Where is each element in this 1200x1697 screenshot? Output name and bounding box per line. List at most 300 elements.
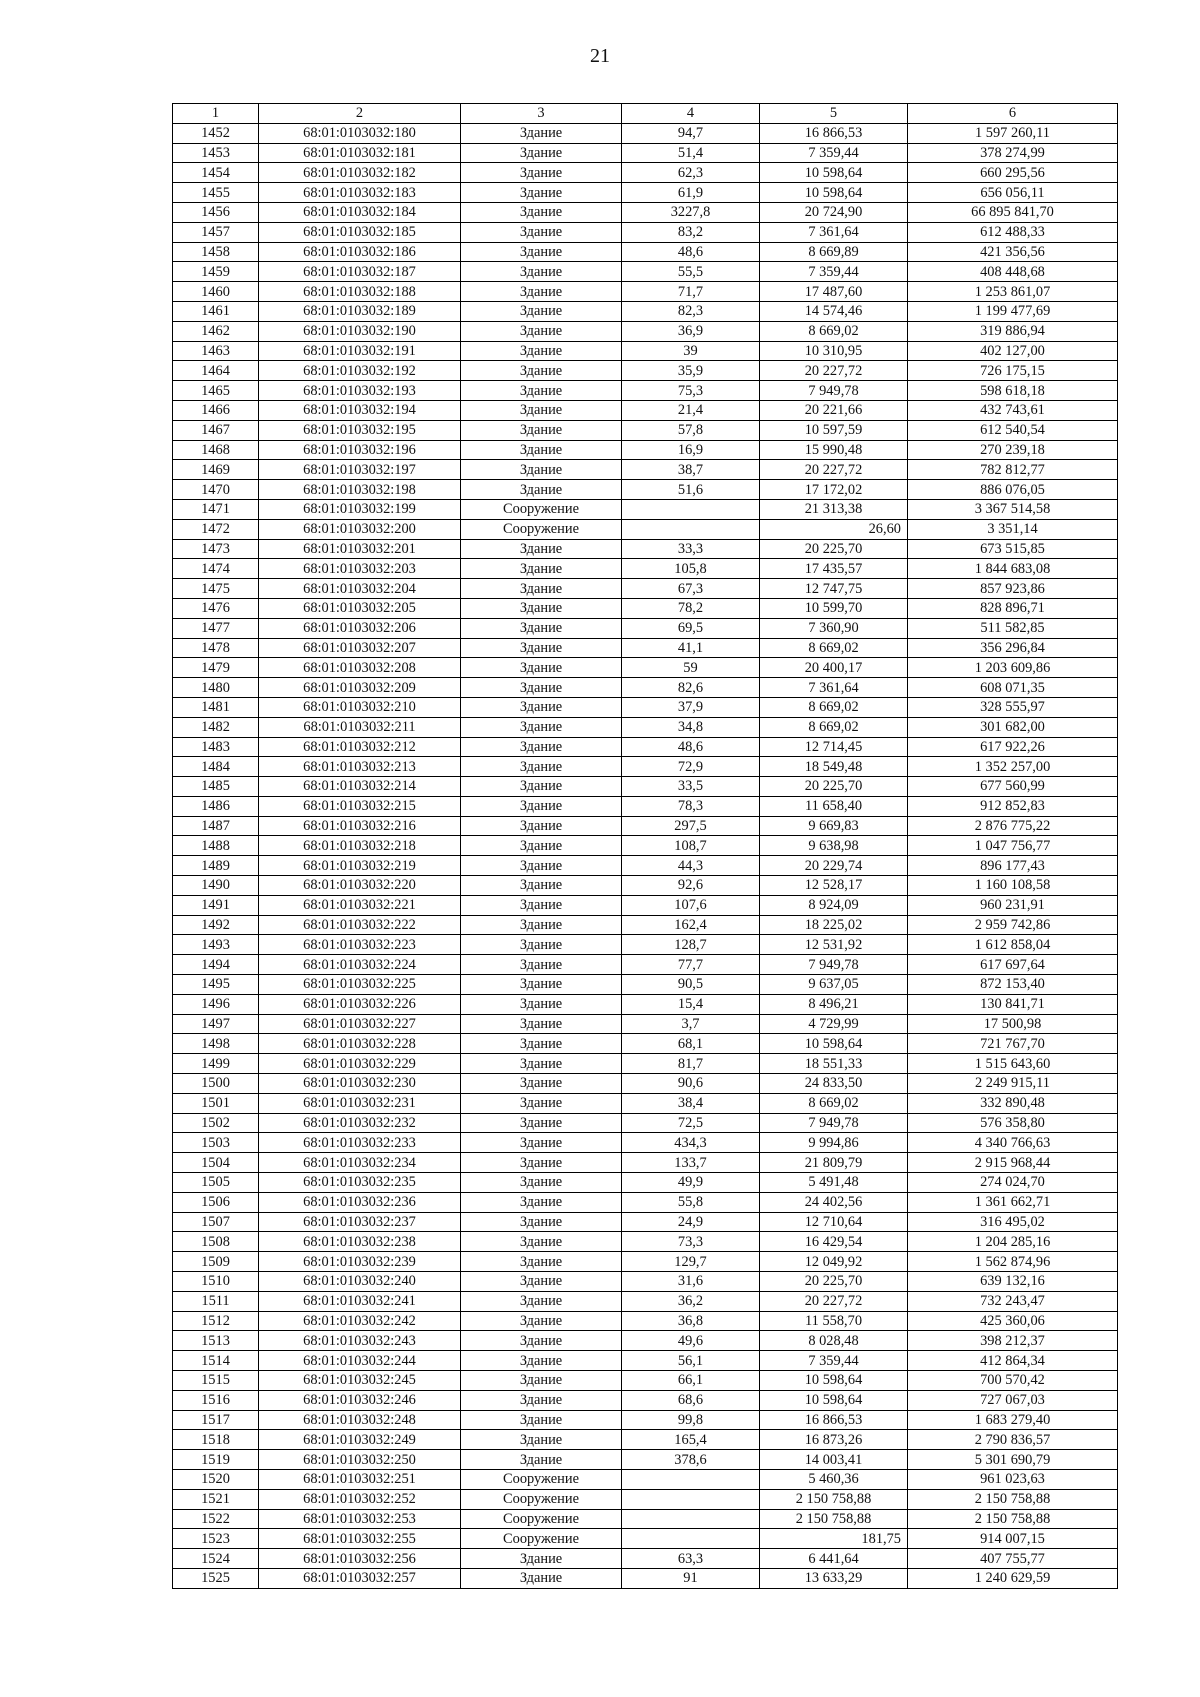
table-row xyxy=(173,1509,1118,1529)
specific-value-cell: 10 598,64 xyxy=(760,1390,908,1410)
object-type-cell: Сооружение xyxy=(461,1509,622,1529)
specific-value-cell: 16 866,53 xyxy=(760,123,908,143)
area-cell: 3227,8 xyxy=(622,202,760,222)
table-row xyxy=(173,123,1118,143)
cadastral-value-cell: 886 076,05 xyxy=(908,480,1118,500)
header-row xyxy=(173,104,1118,124)
object-type-cell: Здание xyxy=(461,975,622,995)
row-number-cell: 1484 xyxy=(173,757,259,777)
cadastral-number-cell: 68:01:0103032:257 xyxy=(259,1568,461,1588)
object-type-cell: Здание xyxy=(461,321,622,341)
specific-value-cell: 20 227,72 xyxy=(760,361,908,381)
row-number-cell: 1520 xyxy=(173,1469,259,1489)
row-number-cell: 1502 xyxy=(173,1113,259,1133)
cadastral-value-cell: 1 683 279,40 xyxy=(908,1410,1118,1430)
area-cell: 81,7 xyxy=(622,1054,760,1074)
cadastral-number-cell: 68:01:0103032:225 xyxy=(259,975,461,995)
cadastral-value-cell: 1 361 662,71 xyxy=(908,1192,1118,1212)
cadastral-number-cell: 68:01:0103032:240 xyxy=(259,1272,461,1292)
cadastral-value-cell: 660 295,56 xyxy=(908,163,1118,183)
table-row xyxy=(173,1410,1118,1430)
column-header-6: 6 xyxy=(908,104,1118,124)
specific-value-cell: 7 949,78 xyxy=(760,1113,908,1133)
object-type-cell: Здание xyxy=(461,816,622,836)
cadastral-value-cell: 332 890,48 xyxy=(908,1093,1118,1113)
table-row xyxy=(173,1232,1118,1252)
cadastral-number-cell: 68:01:0103032:180 xyxy=(259,123,461,143)
specific-value-cell: 16 873,26 xyxy=(760,1430,908,1450)
cadastral-value-cell: 3 367 514,58 xyxy=(908,499,1118,519)
table-row xyxy=(173,1351,1118,1371)
area-cell: 33,3 xyxy=(622,539,760,559)
cadastral-value-cell: 1 352 257,00 xyxy=(908,757,1118,777)
cadastral-value-cell: 598 618,18 xyxy=(908,381,1118,401)
specific-value-cell: 14 003,41 xyxy=(760,1450,908,1470)
table-row xyxy=(173,1153,1118,1173)
table-row xyxy=(173,1390,1118,1410)
cadastral-number-cell: 68:01:0103032:209 xyxy=(259,678,461,698)
row-number-cell: 1516 xyxy=(173,1390,259,1410)
object-type-cell: Здание xyxy=(461,143,622,163)
object-type-cell: Здание xyxy=(461,1371,622,1391)
cadastral-number-cell: 68:01:0103032:223 xyxy=(259,935,461,955)
area-cell: 51,4 xyxy=(622,143,760,163)
cadastral-value-cell: 17 500,98 xyxy=(908,1014,1118,1034)
table-row xyxy=(173,420,1118,440)
specific-value-cell: 12 747,75 xyxy=(760,579,908,599)
table-row xyxy=(173,381,1118,401)
table-row xyxy=(173,876,1118,896)
object-type-cell: Здание xyxy=(461,183,622,203)
cadastral-value-cell: 1 204 285,16 xyxy=(908,1232,1118,1252)
table-row xyxy=(173,1291,1118,1311)
area-cell: 378,6 xyxy=(622,1450,760,1470)
object-type-cell: Здание xyxy=(461,796,622,816)
table-row xyxy=(173,400,1118,420)
row-number-cell: 1481 xyxy=(173,697,259,717)
cadastral-value-cell: 432 743,61 xyxy=(908,400,1118,420)
cadastral-value-cell: 301 682,00 xyxy=(908,717,1118,737)
specific-value-cell: 8 028,48 xyxy=(760,1331,908,1351)
specific-value-cell: 7 359,44 xyxy=(760,1351,908,1371)
specific-value-cell: 7 949,78 xyxy=(760,955,908,975)
cadastral-number-cell: 68:01:0103032:234 xyxy=(259,1153,461,1173)
cadastral-value-cell: 412 864,34 xyxy=(908,1351,1118,1371)
specific-value-cell: 20 225,70 xyxy=(760,1272,908,1292)
object-type-cell: Здание xyxy=(461,1311,622,1331)
object-type-cell: Здание xyxy=(461,282,622,302)
area-cell: 77,7 xyxy=(622,955,760,975)
cadastral-value-cell: 356 296,84 xyxy=(908,638,1118,658)
object-type-cell: Здание xyxy=(461,440,622,460)
table-row xyxy=(173,1252,1118,1272)
specific-value-cell: 20 724,90 xyxy=(760,202,908,222)
object-type-cell: Здание xyxy=(461,598,622,618)
row-number-cell: 1455 xyxy=(173,183,259,203)
object-type-cell: Здание xyxy=(461,777,622,797)
cadastral-value-cell: 408 448,68 xyxy=(908,262,1118,282)
column-header-1: 1 xyxy=(173,104,259,124)
object-type-cell: Здание xyxy=(461,559,622,579)
row-number-cell: 1468 xyxy=(173,440,259,460)
row-number-cell: 1466 xyxy=(173,400,259,420)
specific-value-cell: 26,60 xyxy=(760,519,908,539)
cadastral-value-cell: 1 240 629,59 xyxy=(908,1568,1118,1588)
cadastral-value-cell: 2 150 758,88 xyxy=(908,1509,1118,1529)
area-cell: 49,6 xyxy=(622,1331,760,1351)
table-row xyxy=(173,202,1118,222)
specific-value-cell: 17 435,57 xyxy=(760,559,908,579)
table-row xyxy=(173,1549,1118,1569)
cadastral-number-cell: 68:01:0103032:196 xyxy=(259,440,461,460)
area-cell: 68,1 xyxy=(622,1034,760,1054)
cadastral-value-cell: 721 767,70 xyxy=(908,1034,1118,1054)
specific-value-cell: 8 669,02 xyxy=(760,717,908,737)
cadastral-number-cell: 68:01:0103032:220 xyxy=(259,876,461,896)
specific-value-cell: 20 229,74 xyxy=(760,856,908,876)
cadastral-value-cell: 1 515 643,60 xyxy=(908,1054,1118,1074)
area-cell: 69,5 xyxy=(622,618,760,638)
specific-value-cell: 8 924,09 xyxy=(760,895,908,915)
row-number-cell: 1454 xyxy=(173,163,259,183)
object-type-cell: Здание xyxy=(461,539,622,559)
table-row xyxy=(173,559,1118,579)
row-number-cell: 1458 xyxy=(173,242,259,262)
cadastral-number-cell: 68:01:0103032:201 xyxy=(259,539,461,559)
specific-value-cell: 10 597,59 xyxy=(760,420,908,440)
row-number-cell: 1515 xyxy=(173,1371,259,1391)
cadastral-number-cell: 68:01:0103032:246 xyxy=(259,1390,461,1410)
row-number-cell: 1453 xyxy=(173,143,259,163)
cadastral-value-cell: 2 876 775,22 xyxy=(908,816,1118,836)
registry-table xyxy=(172,103,1118,1589)
row-number-cell: 1471 xyxy=(173,499,259,519)
cadastral-number-cell: 68:01:0103032:232 xyxy=(259,1113,461,1133)
cadastral-number-cell: 68:01:0103032:221 xyxy=(259,895,461,915)
specific-value-cell: 24 402,56 xyxy=(760,1192,908,1212)
area-cell: 90,5 xyxy=(622,975,760,995)
specific-value-cell: 20 227,72 xyxy=(760,460,908,480)
table-row xyxy=(173,282,1118,302)
table-row xyxy=(173,975,1118,995)
cadastral-number-cell: 68:01:0103032:255 xyxy=(259,1529,461,1549)
specific-value-cell: 5 491,48 xyxy=(760,1173,908,1193)
cadastral-number-cell: 68:01:0103032:214 xyxy=(259,777,461,797)
cadastral-value-cell: 421 356,56 xyxy=(908,242,1118,262)
cadastral-number-cell: 68:01:0103032:224 xyxy=(259,955,461,975)
object-type-cell: Сооружение xyxy=(461,1469,622,1489)
column-header-3: 3 xyxy=(461,104,622,124)
cadastral-value-cell: 1 160 108,58 xyxy=(908,876,1118,896)
specific-value-cell: 21 809,79 xyxy=(760,1153,908,1173)
cadastral-number-cell: 68:01:0103032:204 xyxy=(259,579,461,599)
row-number-cell: 1460 xyxy=(173,282,259,302)
cadastral-number-cell: 68:01:0103032:238 xyxy=(259,1232,461,1252)
specific-value-cell: 10 310,95 xyxy=(760,341,908,361)
row-number-cell: 1500 xyxy=(173,1074,259,1094)
cadastral-number-cell: 68:01:0103032:227 xyxy=(259,1014,461,1034)
row-number-cell: 1521 xyxy=(173,1489,259,1509)
area-cell: 48,6 xyxy=(622,737,760,757)
area-cell: 108,7 xyxy=(622,836,760,856)
table-row xyxy=(173,1034,1118,1054)
row-number-cell: 1503 xyxy=(173,1133,259,1153)
specific-value-cell: 7 949,78 xyxy=(760,381,908,401)
cadastral-number-cell: 68:01:0103032:212 xyxy=(259,737,461,757)
table-row xyxy=(173,1014,1118,1034)
cadastral-number-cell: 68:01:0103032:181 xyxy=(259,143,461,163)
object-type-cell: Здание xyxy=(461,1074,622,1094)
area-cell xyxy=(622,499,760,519)
row-number-cell: 1491 xyxy=(173,895,259,915)
cadastral-value-cell: 5 301 690,79 xyxy=(908,1450,1118,1470)
object-type-cell: Здание xyxy=(461,895,622,915)
cadastral-number-cell: 68:01:0103032:222 xyxy=(259,915,461,935)
table-row xyxy=(173,222,1118,242)
cadastral-number-cell: 68:01:0103032:252 xyxy=(259,1489,461,1509)
specific-value-cell: 20 225,70 xyxy=(760,777,908,797)
row-number-cell: 1479 xyxy=(173,658,259,678)
object-type-cell: Здание xyxy=(461,717,622,737)
specific-value-cell: 7 361,64 xyxy=(760,678,908,698)
object-type-cell: Здание xyxy=(461,1113,622,1133)
table-row xyxy=(173,737,1118,757)
row-number-cell: 1480 xyxy=(173,678,259,698)
object-type-cell: Здание xyxy=(461,1232,622,1252)
cadastral-number-cell: 68:01:0103032:233 xyxy=(259,1133,461,1153)
specific-value-cell: 10 598,64 xyxy=(760,1034,908,1054)
cadastral-value-cell: 726 175,15 xyxy=(908,361,1118,381)
table-row xyxy=(173,361,1118,381)
area-cell: 51,6 xyxy=(622,480,760,500)
cadastral-value-cell: 782 812,77 xyxy=(908,460,1118,480)
table-row xyxy=(173,1430,1118,1450)
specific-value-cell: 8 669,02 xyxy=(760,321,908,341)
area-cell: 55,5 xyxy=(622,262,760,282)
row-number-cell: 1474 xyxy=(173,559,259,579)
row-number-cell: 1493 xyxy=(173,935,259,955)
area-cell: 39 xyxy=(622,341,760,361)
area-cell: 38,7 xyxy=(622,460,760,480)
object-type-cell: Сооружение xyxy=(461,1489,622,1509)
area-cell xyxy=(622,1469,760,1489)
table-row xyxy=(173,1450,1118,1470)
cadastral-number-cell: 68:01:0103032:194 xyxy=(259,400,461,420)
row-number-cell: 1456 xyxy=(173,202,259,222)
object-type-cell: Здание xyxy=(461,579,622,599)
object-type-cell: Здание xyxy=(461,222,622,242)
object-type-cell: Здание xyxy=(461,1450,622,1470)
specific-value-cell: 12 710,64 xyxy=(760,1212,908,1232)
cadastral-number-cell: 68:01:0103032:207 xyxy=(259,638,461,658)
cadastral-number-cell: 68:01:0103032:213 xyxy=(259,757,461,777)
row-number-cell: 1514 xyxy=(173,1351,259,1371)
specific-value-cell: 13 633,29 xyxy=(760,1568,908,1588)
area-cell: 33,5 xyxy=(622,777,760,797)
table-row xyxy=(173,658,1118,678)
row-number-cell: 1490 xyxy=(173,876,259,896)
object-type-cell: Здание xyxy=(461,1549,622,1569)
cadastral-value-cell: 130 841,71 xyxy=(908,994,1118,1014)
cadastral-value-cell: 398 212,37 xyxy=(908,1331,1118,1351)
cadastral-number-cell: 68:01:0103032:228 xyxy=(259,1034,461,1054)
area-cell: 16,9 xyxy=(622,440,760,460)
table-row xyxy=(173,678,1118,698)
table-row xyxy=(173,915,1118,935)
table-row xyxy=(173,816,1118,836)
table-row xyxy=(173,579,1118,599)
row-number-cell: 1511 xyxy=(173,1291,259,1311)
cadastral-number-cell: 68:01:0103032:187 xyxy=(259,262,461,282)
cadastral-value-cell: 425 360,06 xyxy=(908,1311,1118,1331)
specific-value-cell: 17 172,02 xyxy=(760,480,908,500)
specific-value-cell: 20 225,70 xyxy=(760,539,908,559)
area-cell: 21,4 xyxy=(622,400,760,420)
area-cell: 36,9 xyxy=(622,321,760,341)
specific-value-cell: 21 313,38 xyxy=(760,499,908,519)
cadastral-number-cell: 68:01:0103032:191 xyxy=(259,341,461,361)
area-cell: 57,8 xyxy=(622,420,760,440)
object-type-cell: Здание xyxy=(461,1291,622,1311)
cadastral-number-cell: 68:01:0103032:198 xyxy=(259,480,461,500)
table-row xyxy=(173,460,1118,480)
table-row xyxy=(173,777,1118,797)
row-number-cell: 1497 xyxy=(173,1014,259,1034)
object-type-cell: Здание xyxy=(461,301,622,321)
cadastral-value-cell: 727 067,03 xyxy=(908,1390,1118,1410)
cadastral-value-cell: 896 177,43 xyxy=(908,856,1118,876)
row-number-cell: 1501 xyxy=(173,1093,259,1113)
table-row xyxy=(173,1173,1118,1193)
area-cell: 55,8 xyxy=(622,1192,760,1212)
table-row xyxy=(173,321,1118,341)
table-row xyxy=(173,1371,1118,1391)
table-row xyxy=(173,1113,1118,1133)
object-type-cell: Здание xyxy=(461,994,622,1014)
object-type-cell: Здание xyxy=(461,163,622,183)
cadastral-number-cell: 68:01:0103032:203 xyxy=(259,559,461,579)
specific-value-cell: 5 460,36 xyxy=(760,1469,908,1489)
cadastral-value-cell: 1 253 861,07 xyxy=(908,282,1118,302)
cadastral-number-cell: 68:01:0103032:230 xyxy=(259,1074,461,1094)
specific-value-cell: 12 528,17 xyxy=(760,876,908,896)
cadastral-value-cell: 1 612 858,04 xyxy=(908,935,1118,955)
specific-value-cell: 11 558,70 xyxy=(760,1311,908,1331)
object-type-cell: Здание xyxy=(461,1054,622,1074)
area-cell: 162,4 xyxy=(622,915,760,935)
cadastral-number-cell: 68:01:0103032:188 xyxy=(259,282,461,302)
cadastral-value-cell: 857 923,86 xyxy=(908,579,1118,599)
table-row xyxy=(173,717,1118,737)
area-cell: 37,9 xyxy=(622,697,760,717)
area-cell: 67,3 xyxy=(622,579,760,599)
cadastral-value-cell: 270 239,18 xyxy=(908,440,1118,460)
row-number-cell: 1464 xyxy=(173,361,259,381)
cadastral-value-cell: 2 150 758,88 xyxy=(908,1489,1118,1509)
specific-value-cell: 7 359,44 xyxy=(760,262,908,282)
cadastral-value-cell: 612 488,33 xyxy=(908,222,1118,242)
object-type-cell: Здание xyxy=(461,480,622,500)
object-type-cell: Здание xyxy=(461,361,622,381)
specific-value-cell: 20 227,72 xyxy=(760,1291,908,1311)
cadastral-value-cell: 1 844 683,08 xyxy=(908,559,1118,579)
specific-value-cell: 7 359,44 xyxy=(760,143,908,163)
row-number-cell: 1482 xyxy=(173,717,259,737)
area-cell: 82,3 xyxy=(622,301,760,321)
cadastral-number-cell: 68:01:0103032:250 xyxy=(259,1450,461,1470)
object-type-cell: Здание xyxy=(461,420,622,440)
table-row xyxy=(173,638,1118,658)
table-row xyxy=(173,480,1118,500)
cadastral-value-cell: 274 024,70 xyxy=(908,1173,1118,1193)
object-type-cell: Здание xyxy=(461,618,622,638)
table-row xyxy=(173,262,1118,282)
cadastral-number-cell: 68:01:0103032:185 xyxy=(259,222,461,242)
row-number-cell: 1469 xyxy=(173,460,259,480)
table-row xyxy=(173,836,1118,856)
object-type-cell: Здание xyxy=(461,1331,622,1351)
specific-value-cell: 181,75 xyxy=(760,1529,908,1549)
row-number-cell: 1486 xyxy=(173,796,259,816)
cadastral-value-cell: 3 351,14 xyxy=(908,519,1118,539)
area-cell: 434,3 xyxy=(622,1133,760,1153)
table-row xyxy=(173,1568,1118,1588)
cadastral-number-cell: 68:01:0103032:239 xyxy=(259,1252,461,1272)
specific-value-cell: 9 638,98 xyxy=(760,836,908,856)
object-type-cell: Здание xyxy=(461,678,622,698)
cadastral-number-cell: 68:01:0103032:186 xyxy=(259,242,461,262)
object-type-cell: Сооружение xyxy=(461,499,622,519)
object-type-cell: Здание xyxy=(461,1351,622,1371)
row-number-cell: 1477 xyxy=(173,618,259,638)
area-cell: 82,6 xyxy=(622,678,760,698)
cadastral-number-cell: 68:01:0103032:184 xyxy=(259,202,461,222)
cadastral-value-cell: 1 199 477,69 xyxy=(908,301,1118,321)
specific-value-cell: 14 574,46 xyxy=(760,301,908,321)
table-row xyxy=(173,1331,1118,1351)
cadastral-number-cell: 68:01:0103032:251 xyxy=(259,1469,461,1489)
specific-value-cell: 24 833,50 xyxy=(760,1074,908,1094)
row-number-cell: 1487 xyxy=(173,816,259,836)
area-cell: 31,6 xyxy=(622,1272,760,1292)
cadastral-number-cell: 68:01:0103032:244 xyxy=(259,1351,461,1371)
specific-value-cell: 2 150 758,88 xyxy=(760,1489,908,1509)
object-type-cell: Здание xyxy=(461,1192,622,1212)
area-cell: 75,3 xyxy=(622,381,760,401)
area-cell: 90,6 xyxy=(622,1074,760,1094)
row-number-cell: 1485 xyxy=(173,777,259,797)
table-row xyxy=(173,163,1118,183)
specific-value-cell: 12 714,45 xyxy=(760,737,908,757)
area-cell xyxy=(622,519,760,539)
area-cell: 36,8 xyxy=(622,1311,760,1331)
area-cell xyxy=(622,1529,760,1549)
cadastral-value-cell: 2 249 915,11 xyxy=(908,1074,1118,1094)
cadastral-value-cell: 402 127,00 xyxy=(908,341,1118,361)
cadastral-number-cell: 68:01:0103032:242 xyxy=(259,1311,461,1331)
specific-value-cell: 8 669,02 xyxy=(760,638,908,658)
cadastral-value-cell: 316 495,02 xyxy=(908,1212,1118,1232)
table-row xyxy=(173,539,1118,559)
area-cell: 78,2 xyxy=(622,598,760,618)
cadastral-value-cell: 66 895 841,70 xyxy=(908,202,1118,222)
specific-value-cell: 17 487,60 xyxy=(760,282,908,302)
row-number-cell: 1498 xyxy=(173,1034,259,1054)
table-row xyxy=(173,1192,1118,1212)
area-cell: 107,6 xyxy=(622,895,760,915)
area-cell: 34,8 xyxy=(622,717,760,737)
object-type-cell: Здание xyxy=(461,202,622,222)
